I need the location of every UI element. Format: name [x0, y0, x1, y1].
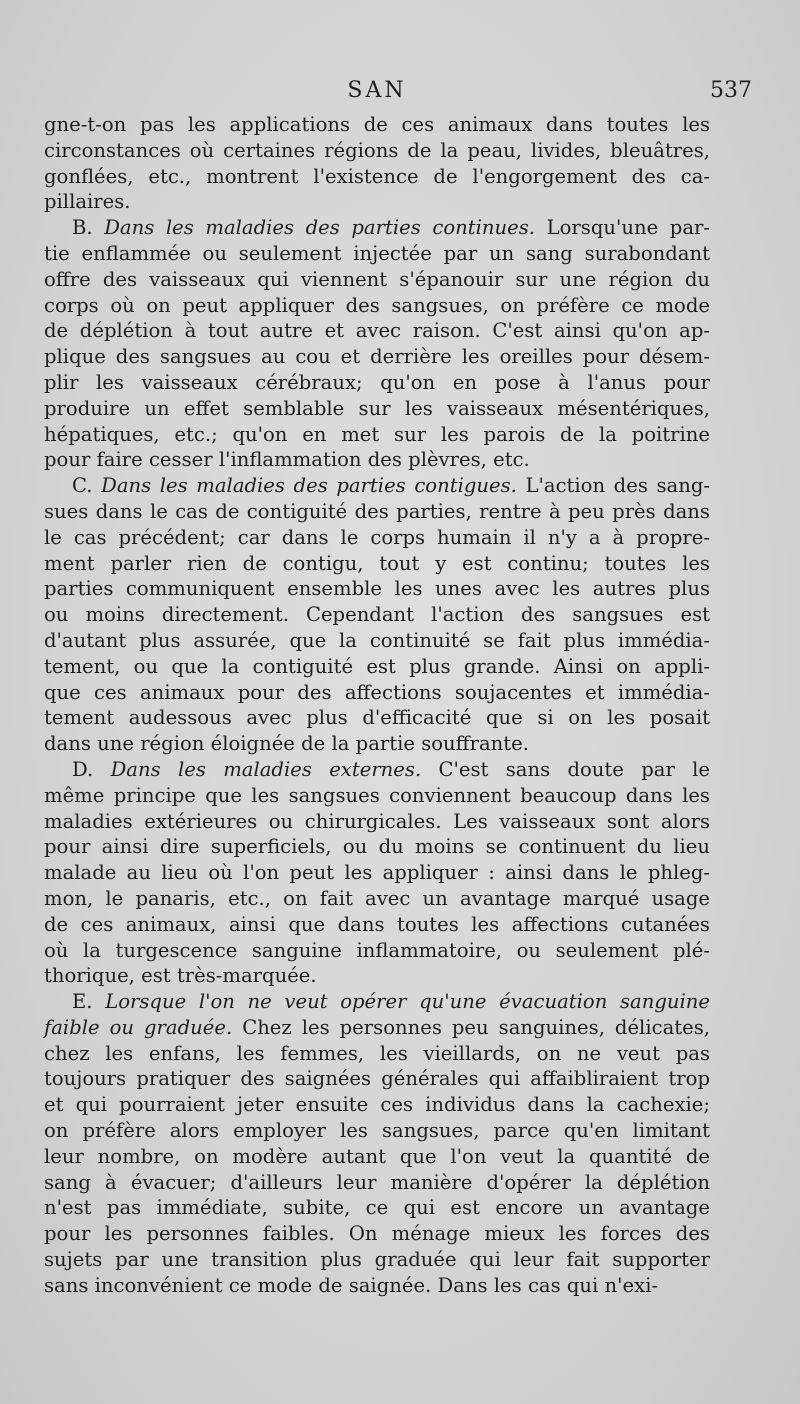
text-line — [44, 318, 710, 344]
text-segment: plir les vaisseaux cérébraux; qu'on en pose à l'anus pour — [44, 370, 710, 394]
page-number: 537 — [710, 78, 752, 103]
text-segment: B. — [72, 216, 105, 240]
text-segment: on préfère alors employer les sangsues, parce qu'en limitant — [44, 1119, 710, 1143]
text-segment: et qui pourraient jeter ensuite ces individus dans la cachexie; — [44, 1093, 710, 1117]
text-line — [44, 705, 710, 731]
text-line — [44, 422, 710, 448]
text-segment: sans inconvénient ce mode de saignée. Dans les cas qui n'exi- — [44, 1273, 659, 1297]
text-line — [44, 963, 710, 989]
text-segment: Chez les personnes peu sanguines, délicates, — [232, 1015, 711, 1039]
text-line — [44, 215, 710, 241]
text-segment: pour faire cesser l'inflammation des plèvres, etc. — [44, 448, 530, 472]
text-line — [44, 112, 710, 138]
text-segment: C'est sans doute par le — [421, 757, 711, 781]
text-segment: ou moins directement. Cependant l'action des sangsues est — [44, 603, 710, 627]
text-segment: gonflées, etc., montrent l'existence de l'engorgement des ca- — [44, 164, 710, 188]
text-line — [44, 757, 710, 783]
text-segment: pillaires. — [44, 190, 131, 214]
text-line — [44, 1221, 710, 1247]
body-text — [44, 112, 710, 1299]
text-line — [44, 344, 710, 370]
text-line — [44, 551, 710, 577]
text-line — [44, 628, 710, 654]
text-line — [44, 396, 710, 422]
text-segment: E. — [72, 990, 106, 1014]
text-line — [44, 860, 710, 886]
text-segment: n'est pas immédiate, subite, ce qui est encore un avantage — [44, 1196, 710, 1220]
text-line — [44, 783, 710, 809]
text-segment: tement audessous avec plus d'efficacité que si on les posait — [44, 706, 710, 730]
text-segment: que ces animaux pour des affections soujacentes et immédia- — [44, 680, 710, 704]
text-line — [44, 1041, 710, 1067]
text-line — [44, 912, 710, 938]
text-line — [44, 989, 710, 1015]
text-segment: pour les personnes faibles. On ménage mieux les forces des — [44, 1222, 710, 1246]
italic-heading: Lorsque l'on ne veut opérer qu'une évacuation sanguine — [105, 990, 710, 1014]
text-line — [44, 938, 710, 964]
text-segment: sujets par une transition plus graduée qui leur fait supporter — [44, 1248, 710, 1272]
text-segment: de déplétion à tout autre et avec raison. C'est ainsi qu'on ap- — [44, 319, 710, 343]
text-line — [44, 1247, 710, 1273]
text-line — [44, 241, 710, 267]
text-line — [44, 1195, 710, 1221]
text-segment: corps où on peut appliquer des sangsues, on préfère ce mode — [44, 293, 710, 317]
text-line — [44, 164, 710, 190]
text-segment: thorique, est très-marquée. — [44, 964, 317, 988]
text-line — [44, 654, 710, 680]
text-segment: mon, le panaris, etc., on fait avec un avantage marqué usage — [44, 886, 710, 910]
text-segment: tie enflammée ou seulement injectée par un sang surabondant — [44, 241, 710, 265]
text-segment: où la turgescence sanguine inflammatoire, ou seulement plé- — [44, 938, 710, 962]
text-segment: ment parler rien de contigu, tout y est continu; toutes les — [44, 551, 710, 575]
text-segment: dans une région éloignée de la partie souffrante. — [44, 732, 529, 756]
text-segment: plique des sangsues au cou et derrière les oreilles pour désem- — [44, 345, 710, 369]
text-line — [44, 1066, 710, 1092]
text-segment: d'autant plus assurée, que la continuité se fait plus immédia- — [44, 628, 710, 652]
text-line — [44, 189, 710, 215]
text-segment: parties communiquent ensemble les unes avec les autres plus — [44, 577, 710, 601]
text-segment: leur nombre, on modère autant que l'on veut la quantité de — [44, 1144, 710, 1168]
italic-heading: Dans les maladies externes. — [110, 757, 422, 781]
text-line — [44, 499, 710, 525]
italic-heading: Dans les maladies des parties continues. — [104, 216, 536, 240]
text-segment: toujours pratiquer des saignées générales qui affaibliraient trop — [44, 1067, 710, 1091]
text-segment: hépatiques, etc.; qu'on en met sur les parois de la poitrine — [44, 422, 710, 446]
text-segment: circonstances où certaines régions de la peau, livides, bleuâtres, — [44, 138, 710, 162]
italic-heading: faible ou graduée. — [44, 1015, 233, 1039]
text-line — [44, 602, 710, 628]
text-line — [44, 809, 710, 835]
page-header — [44, 78, 752, 108]
text-line — [44, 886, 710, 912]
text-line — [44, 1273, 710, 1299]
text-line — [44, 834, 710, 860]
text-segment: même principe que les sangsues conviennent beaucoup dans les — [44, 783, 710, 807]
text-line — [44, 1118, 710, 1144]
text-line — [44, 138, 710, 164]
text-segment: L'action des sang- — [516, 474, 710, 498]
text-line — [44, 473, 710, 499]
text-line — [44, 293, 710, 319]
text-segment: produire un effet semblable sur les vaisseaux mésentériques, — [44, 396, 710, 420]
text-line — [44, 680, 710, 706]
italic-heading: Dans les maladies des parties contigues. — [101, 474, 517, 498]
text-segment: maladies extérieures ou chirurgicales. Les vaisseaux sont alors — [44, 809, 710, 833]
text-line — [44, 1170, 710, 1196]
text-line — [44, 370, 710, 396]
text-segment: D. — [72, 757, 111, 781]
text-line — [44, 447, 710, 473]
text-segment: malade au lieu où l'on peut les appliquer : ainsi dans le phleg- — [44, 861, 710, 885]
text-line — [44, 1015, 710, 1041]
text-segment: le cas précédent; car dans le corps humain il n'y a à propre- — [44, 525, 710, 549]
text-segment: gne-t-on pas les applications de ces animaux dans toutes les — [44, 113, 710, 136]
text-line — [44, 731, 710, 757]
text-segment: tement, ou que la contiguité est plus grande. Ainsi on appli- — [44, 654, 710, 678]
text-segment: de ces animaux, ainsi que dans toutes les affections cutanées — [44, 912, 710, 936]
text-line — [44, 1144, 710, 1170]
text-line — [44, 576, 710, 602]
text-segment: chez les enfans, les femmes, les vieillards, on ne veut pas — [44, 1041, 710, 1065]
text-line — [44, 1092, 710, 1118]
text-line — [44, 267, 710, 293]
text-segment: Lorsqu'une par- — [535, 216, 711, 240]
text-segment: sang à évacuer; d'ailleurs leur manière d'opérer la déplétion — [44, 1170, 710, 1194]
text-segment: offre des vaisseaux qui viennent s'épanouir sur une région du — [44, 267, 710, 291]
text-segment: sues dans le cas de contiguité des parties, rentre à peu près dans — [44, 499, 710, 523]
text-segment: pour ainsi dire superficiels, ou du moins se continuent du lieu — [44, 835, 710, 859]
running-head: SAN — [347, 78, 407, 103]
text-segment: C. — [72, 474, 102, 498]
text-line — [44, 525, 710, 551]
